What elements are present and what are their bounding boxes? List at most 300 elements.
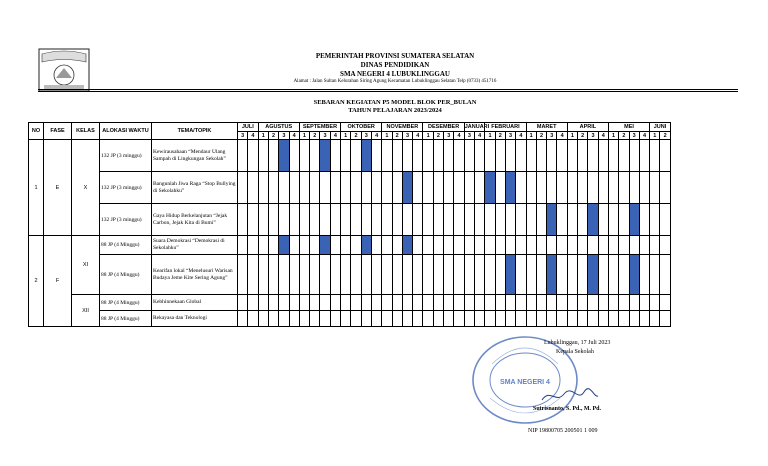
week-cell [413,255,423,295]
cell-kelas: XI [72,236,100,295]
week-cell [547,236,557,255]
week-cell [547,172,557,204]
week-header: 2 [351,132,361,140]
week-cell [371,204,381,236]
activity-mark [402,236,412,255]
week-cell [423,311,433,327]
week-cell [351,295,361,311]
week-cell [289,172,299,204]
week-cell [361,311,371,327]
week-cell [608,140,618,172]
week-cell [588,140,598,172]
week-header: 4 [598,132,608,140]
week-header: 1 [382,132,392,140]
week-cell [619,311,629,327]
week-cell [402,311,412,327]
cell-tema: Bangunlah Jiwa Raga “Stop Bullying di Sekolahku” [152,172,238,204]
week-cell [619,255,629,295]
week-cell [423,204,433,236]
week-cell [310,295,320,311]
week-cell [619,295,629,311]
school-logo [38,48,90,92]
week-cell [423,140,433,172]
week-cell [289,311,299,327]
week-cell [289,236,299,255]
week-cell [557,236,567,255]
week-cell [629,140,639,172]
week-cell [258,295,268,311]
week-cell [310,255,320,295]
activity-mark [629,204,639,236]
week-cell [351,255,361,295]
week-cell [361,295,371,311]
week-cell [392,204,402,236]
week-cell [238,140,248,172]
week-cell [382,204,392,236]
week-cell [392,140,402,172]
week-cell [248,311,258,327]
table-row [29,172,671,204]
week-cell [526,295,536,311]
week-cell [330,204,340,236]
week-cell [464,311,474,327]
week-cell [258,204,268,236]
month-header: JULI [238,123,259,132]
week-header: 2 [433,132,443,140]
week-cell [382,311,392,327]
col-header-no: NO [29,123,44,140]
cell-alokasi: 88 JP (4 Minggu) [100,311,152,327]
week-cell [547,311,557,327]
week-header: 2 [495,132,505,140]
week-header: 2 [310,132,320,140]
week-cell [351,172,361,204]
week-cell [392,295,402,311]
document-subtitle: TAHUN PELAJARAN 2023/2024 [348,107,442,114]
week-cell [536,255,546,295]
week-header: 1 [299,132,309,140]
week-cell [485,295,495,311]
week-cell [371,140,381,172]
week-cell [485,255,495,295]
week-cell [650,295,660,311]
week-cell [310,204,320,236]
week-header: 4 [248,132,258,140]
week-cell [423,236,433,255]
week-cell [382,255,392,295]
week-cell [299,295,309,311]
week-cell [608,172,618,204]
week-cell [433,140,443,172]
week-cell [660,236,670,255]
week-cell [639,204,649,236]
week-cell [495,295,505,311]
week-cell [279,295,289,311]
week-cell [464,172,474,204]
week-cell [248,295,258,311]
week-cell [299,236,309,255]
table-row [29,236,671,255]
week-cell [608,204,618,236]
week-cell [495,255,505,295]
activity-mark [505,172,515,204]
activity-mark [361,236,371,255]
week-cell [557,204,567,236]
schedule-table [28,122,671,327]
week-cell [351,311,361,327]
week-header: 3 [588,132,598,140]
week-cell [444,295,454,311]
week-cell [299,140,309,172]
signature-role: Kepala Sekolah [556,349,594,355]
week-cell [320,204,330,236]
week-cell [238,255,248,295]
week-cell [330,255,340,295]
week-cell [516,311,526,327]
week-cell [578,172,588,204]
week-cell [516,172,526,204]
week-cell [475,255,485,295]
week-cell [526,140,536,172]
month-header: MEI [608,123,649,132]
week-header: 2 [619,132,629,140]
week-cell [629,236,639,255]
week-cell [598,255,608,295]
school-stamp [470,334,580,426]
week-cell [433,172,443,204]
week-cell [650,311,660,327]
week-cell [454,236,464,255]
week-cell [341,255,351,295]
cell-alokasi: 132 JP (3 minggu) [100,172,152,204]
week-cell [310,140,320,172]
week-cell [361,204,371,236]
week-cell [598,311,608,327]
week-cell [516,295,526,311]
week-cell [639,140,649,172]
week-header: 2 [660,132,670,140]
week-cell [526,204,536,236]
month-header: JANUARI [464,124,490,130]
cell-no: 2 [29,236,44,327]
cell-alokasi: 88 JP (4 Minggu) [100,295,152,311]
week-header: 4 [516,132,526,140]
week-cell [567,236,577,255]
week-cell [330,172,340,204]
week-cell [413,172,423,204]
month-header: APRIL [567,123,608,132]
week-cell [351,204,361,236]
week-cell [341,295,351,311]
week-cell [341,236,351,255]
week-cell [660,140,670,172]
week-cell [330,311,340,327]
week-cell [423,255,433,295]
week-cell [495,236,505,255]
week-cell [320,295,330,311]
cell-alokasi: 132 JP (3 minggu) [100,204,152,236]
activity-mark [279,236,289,255]
week-cell [268,204,278,236]
week-cell [660,255,670,295]
week-cell [320,172,330,204]
week-cell [341,172,351,204]
week-header: 1 [258,132,268,140]
week-cell [268,140,278,172]
week-cell [402,295,412,311]
address-line: Alamat : Jalan Sultan Kelurahan Siring Agung Kecamatan Lubuklinggau Selatan Telp (0733) 451716 [293,79,497,84]
week-cell [536,172,546,204]
week-cell [299,172,309,204]
week-cell [413,295,423,311]
week-cell [557,172,567,204]
week-cell [289,255,299,295]
week-header: 4 [454,132,464,140]
month-header: DESEMBER [423,123,464,132]
school-line: SMA NEGERI 4 LUBUKLINGGAU [340,70,450,78]
week-cell [578,295,588,311]
week-cell [516,236,526,255]
week-cell [578,311,588,327]
week-header: 3 [361,132,371,140]
cell-kelas: X [72,140,100,236]
week-cell [516,204,526,236]
week-cell [238,295,248,311]
week-cell [258,311,268,327]
week-header: 3 [279,132,289,140]
week-cell [341,140,351,172]
week-cell [639,236,649,255]
week-header: 2 [268,132,278,140]
table-row [29,255,671,295]
week-cell [248,172,258,204]
week-cell [423,172,433,204]
week-cell [454,140,464,172]
week-cell [310,311,320,327]
week-header: 3 [464,132,474,140]
week-cell [619,140,629,172]
letterhead [0,0,768,100]
week-cell [444,311,454,327]
week-cell [402,140,412,172]
week-cell [289,295,299,311]
table-row [29,140,671,172]
week-cell [371,172,381,204]
month-header: OKTOBER [341,123,382,132]
week-cell [588,236,598,255]
week-cell [639,295,649,311]
week-header: 4 [639,132,649,140]
week-cell [485,204,495,236]
week-cell [330,295,340,311]
week-cell [475,236,485,255]
week-cell [433,311,443,327]
week-header: 2 [392,132,402,140]
table-row [29,204,671,236]
week-cell [371,236,381,255]
document-title: SEBARAN KEGIATAN P5 MODEL BLOK PER_BULAN [313,99,477,106]
week-cell [526,236,536,255]
week-cell [464,255,474,295]
week-cell [464,204,474,236]
week-cell [598,295,608,311]
month-header: SEPTEMBER [299,123,340,132]
col-header-tema: TEMA/TOPIK [152,123,238,140]
week-cell [485,140,495,172]
week-header: 4 [475,132,485,140]
cell-tema: Suara Demokrasi “Demokrasi di Sekolahku” [152,236,238,255]
week-cell [433,204,443,236]
week-cell [371,255,381,295]
week-cell [578,255,588,295]
week-header: 1 [526,132,536,140]
week-cell [557,311,567,327]
week-cell [413,204,423,236]
week-cell [310,236,320,255]
week-cell [279,204,289,236]
week-cell [392,311,402,327]
signature-name: Sutrisnanto, S. Pd., M. Pd. [533,406,602,412]
week-cell [495,140,505,172]
week-cell [382,236,392,255]
week-cell [382,295,392,311]
week-cell [238,236,248,255]
cell-tema: Gaya Hidup Berkelanjutan “Jejak Carbon, Jejak Kita di Bumi” [152,204,238,236]
week-cell [598,204,608,236]
week-cell [258,255,268,295]
week-cell [444,140,454,172]
week-cell [557,255,567,295]
week-cell [495,204,505,236]
week-cell [505,236,515,255]
week-cell [557,140,567,172]
week-cell [454,255,464,295]
week-cell [351,236,361,255]
week-cell [413,140,423,172]
week-cell [608,295,618,311]
week-header: 3 [238,132,248,140]
week-cell [371,311,381,327]
week-cell [505,140,515,172]
week-cell [588,295,598,311]
week-cell [505,311,515,327]
week-cell [578,204,588,236]
week-cell [454,311,464,327]
cell-fase: E [44,140,72,236]
week-cell [402,255,412,295]
week-cell [248,236,258,255]
week-cell [536,140,546,172]
week-cell [289,204,299,236]
week-cell [454,295,464,311]
week-header: 1 [608,132,618,140]
week-cell [433,236,443,255]
week-cell [629,311,639,327]
week-cell [660,311,670,327]
week-cell [578,236,588,255]
week-cell [660,295,670,311]
week-cell [650,255,660,295]
week-cell [268,172,278,204]
week-cell [588,311,598,327]
week-cell [279,172,289,204]
week-cell [557,295,567,311]
week-cell [495,311,505,327]
week-cell [619,204,629,236]
week-cell [578,140,588,172]
week-cell [433,295,443,311]
activity-mark [279,140,289,172]
week-cell [268,311,278,327]
month-header: AGUSTUS [258,123,299,132]
activity-mark [361,140,371,172]
activity-mark [629,255,639,295]
week-cell [485,236,495,255]
week-cell [382,172,392,204]
week-header: 1 [423,132,433,140]
month-header: JUNI [650,123,671,132]
signature-nip: NIP 19800705 200501 1 009 [528,428,598,434]
week-cell [392,172,402,204]
cell-tema: Kebhinnekaan Global [152,295,238,311]
week-header: 3 [444,132,454,140]
week-cell [238,204,248,236]
week-header: 3 [629,132,639,140]
week-cell [650,172,660,204]
week-cell [444,204,454,236]
week-cell [547,295,557,311]
week-cell [567,255,577,295]
week-cell [464,236,474,255]
week-cell [464,295,474,311]
week-cell [433,255,443,295]
cell-alokasi: 88 JP (4 Minggu) [100,236,152,255]
week-cell [536,236,546,255]
col-header-fase: FASE [44,123,72,140]
week-cell [660,172,670,204]
week-cell [423,295,433,311]
week-cell [516,255,526,295]
week-cell [248,255,258,295]
week-header: 1 [650,132,660,140]
week-cell [289,140,299,172]
week-header: 3 [402,132,412,140]
week-cell [299,311,309,327]
week-cell [238,311,248,327]
week-cell [392,236,402,255]
week-cell [567,295,577,311]
cell-no: 1 [29,140,44,236]
week-cell [598,236,608,255]
week-header: 1 [341,132,351,140]
letterhead-rule-thin [38,91,738,92]
activity-mark [547,204,557,236]
activity-mark [588,255,598,295]
col-header-alokasi: ALOKASI WAKTU [100,123,152,140]
handwritten-signature [540,386,600,406]
week-cell [567,204,577,236]
week-header: 4 [371,132,381,140]
col-header-kelas: KELAS [72,123,100,140]
week-cell [505,295,515,311]
activity-mark [485,172,495,204]
week-cell [341,311,351,327]
week-cell [392,255,402,295]
week-cell [608,255,618,295]
table-row [29,295,671,311]
month-header: MARET [526,123,567,132]
week-cell [320,311,330,327]
